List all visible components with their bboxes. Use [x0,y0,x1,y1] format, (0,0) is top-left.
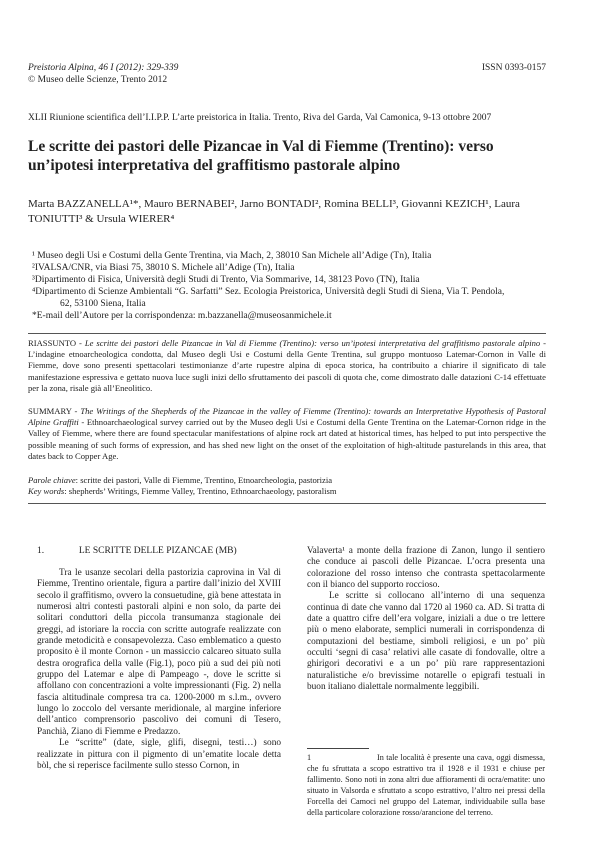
journal-citation: Preistoria Alpina, 46 I (2012): 329-339 [28,63,179,73]
keywords-it-label: Parole chiave [28,475,76,485]
authors-line-1: Marta BAZZANELLA¹*, Mauro BERNABEI², Jarno BONTADI², Romina BELLI³, Giovanni KEZICH¹, Laura [28,198,520,210]
keywords-en-label: Key words [28,486,65,497]
section-number: 1. [37,546,45,556]
riassunto-title: Le scritte dei pastori delle Pizancae in Val di Fiemme (Trentino): verso un’ipotesi interpretativa del graffitismo pastorale alpino [84,338,541,348]
left-column [37,568,281,772]
summary-label: SUMMARY [28,406,72,416]
keywords-it: scritte dei pastori, Valle di Fiemme, Trentino, Etnoarcheologia, pastorizia [80,475,333,485]
keywords-en: shepherds’ Writings, Fiemme Valley, Trentino, Ethnoarchaeology, pastoralism [68,486,337,497]
keywords: Parole chiave: scritte dei pastori, Valle di Fiemme, Trentino, Etnoarcheologia, pastorizia Key words: shepherds’ Writings, Fiemme Valley, Trentino, Ethnoarchaeology, pastoralism [28,475,337,497]
paragraph: Le scritte si collocano all’interno di una sequenza continua di date che vanno dal 1720 al 1960 ca. AD. Si tratta di date a quattro cifre dell’era volgare, iniziali a due o tre lettere più o meno elaborate, semplici numerali in corrispondenza di computazioni del bestiame, simboli religiosi, e un po’ più occulti ‘segni di casa’ relativi alle casate di fondovalle, oltre a ghirigori decorativi e a un po’ più rare rappresentazioni naturalistiche e/o brevissime notarelle o epigrafi testuali in buon italiano dialettale normalmente leggibili. [307,591,545,693]
affiliation: ¹ Museo degli Usi e Costumi della Gente Trentina, via Mach, 2, 38010 San Michele all’Adige (Tn), Italia [32,251,432,261]
journal-header [28,62,348,86]
affiliation: 62, 53100 Siena, Italia [60,299,146,309]
authors [28,197,558,227]
meeting-line: XLII Riunione scientifica dell’I.I.P.P. L’arte preistorica in Italia. Trento, Riva del Garda, Val Camonica, 9-13 ottobre 2007 [28,113,492,123]
riassunto-text: L’indagine etnoarcheologica condotta, dal Museo degli Usi e Costumi della Gente Trentina, sul gruppo montuoso Latemar-Cornon in Valle di Fiemme, dove sono presenti spettacolari testimonianze d’arte rupestre alpina di epoca storica, ha contribuito a chiarire il significato di tale manifestazione espressiva e gettato nuova luce sugli inizi dello sfruttamento dei pascoli di quota che, come dimostrato dalle datazioni C-14 effettuate per la zona, risale già all’Eneolitico. [28,349,546,393]
footnote [307,752,545,818]
publisher-line: © Museo delle Scienze, Trento 2012 [28,75,168,85]
divider [28,333,546,334]
affiliation: ²IVALSA/CNR, via Biasi 75, 38010 S. Michele all’Adige (Tn), Italia [32,263,295,273]
affiliation: ⁴Dipartimento di Scienze Ambientali “G. Sarfatti” Sez. Ecologia Preistorica, Università degli Studi di Siena, Via T. Pendola, [32,287,505,297]
paragraph: Le “scritte” (date, sigle, glifi, disegni, testi…) sono realizzate in pittura con il pigmento di un’ematite locale detta bòl, che si reperisce facilmente sullo stesso Cornon, in [37,738,281,771]
summary-text: Ethnoarchaeological survey carried out by the Museo degli Usi e Costumi della Gente Trentina on the Latemar-Cornon ridge in the Valley of Fiemme, where there are found spectacular manifestations of alpine rock art dated at historical times, has helped to put into perspective the possible meaning of such forms of expression, and has shed new light on the onset of the exploitation of high-altitude pasturelands in this area, that dates back to Copper Age. [28,417,546,461]
section-heading [37,546,237,556]
correspondence-email: *E-mail dell’Autore per la corrispondenza: m.bazzanella@museosanmichele.it [32,311,332,321]
affiliations [32,250,552,322]
paragraph: Valaverta¹ a monte della frazione di Zanon, lungo il sentiero che conduce ai pascoli delle Pizancae. L’ocra presenta una colorazione del rosso intenso che contrasta spettacolarmente con il bianco del supporto roccioso. [307,546,545,591]
divider [28,503,546,504]
issn: ISSN 0393-0157 [481,63,546,73]
riassunto-label: RIASSUNTO [28,338,77,348]
summary: SUMMARY - The Writings of the Shepherds of the Pizancae in the valley of Fiemme (Trentino): towards an Interpretative Hypothesis of Pastoral Alpine Graffiti - Ethnoarchaeological survey carried out by the Museo degli Usi e Costumi della Gente Trentina on the Latemar-Cornon ridge in the Valley of Fiemme, where there are found spectacular manifestations of alpine rock art dated at historical times, has helped to put into perspective the possible meaning of such forms of expression, and has shed new light on the onset of the exploitation of high-altitude pasturelands in this area, that dates back to Copper Age. [28,406,546,461]
authors-line-2: TONIUTTI³ & Ursula WIERER⁴ [28,213,175,225]
footnote-rule [307,748,369,749]
section-title: LE SCRITTE DELLE PIZANCAE (MB) [78,546,237,556]
summary-title: The Writings of the Shepherds of the Pizancae in the valley of Fiemme (Trentino): towards an Interpretative Hypothesis of Pastoral Alpine Graffiti [28,406,546,428]
right-column [307,546,545,693]
riassunto: RIASSUNTO - Le scritte dei pastori delle Pizancae in Val di Fiemme (Trentino): verso un’ipotesi interpretativa del graffitismo pastorale alpino - L’indagine etnoarcheologica condotta, dal Museo degli Usi e Costumi della Gente Trentina, sul gruppo montuoso Latemar-Cornon in Valle di Fiemme, dove sono presenti spettacolari testimonianze d’arte rupestre alpina di epoca storica, ha contribuito a chiarire il significato di tale manifestazione espressiva e gettato nuova luce sugli inizi dello sfruttamento dei pascoli di quota che, come dimostrato dalle datazioni C-14 effettuate per la zona, risale già all’Eneolitico. [28,338,547,393]
affiliation: ³Dipartimento di Fisica, Università degli Studi di Trento, Via Sommarive, 14, 38123 Povo (TN), Italia [32,275,420,285]
paragraph: Tra le usanze secolari della pastorizia caprovina in Val di Fiemme, Trentino orientale, figura a partire dall’inizio del XVIII secolo il graffitismo, ovvero la consuetudine, già bene attestata in numerosi altri contesti pastorali alpini e non solo, da parte dei solitari conduttori della piccola transumanza stagionale dei greggi, ad istoriare la roccia con scritte autografe realizzate con grande metodicità e consapevolezza. Caso emblematico a questo proposito è il monte Cornon - un massiccio calcareo situato sulla destra orografica della valle (Fig.1), poco più a sud dei più noti gruppo del Latemar e alpe di Pampeago -, dove le scritte si affollano con concentrazioni a volte impressionanti (Fig. 2) nella fascia altitudinale compresa tra ca. 1200-2000 m s.l.m., ovvero lungo lo zoccolo del versante meridionale, al margine inferiore dell’antico comprensorio pascolivo dei comuni di Tesero, Panchià, Ziano di Fiemme e Predazzo. [37,568,281,737]
article-title: Le scritte dei pastori delle Pizancae in Val di Fiemme (Trentino): verso un’ipotesi interpretativa del graffitismo pastorale alpino [28,138,494,174]
footnote-number: 1 [307,753,312,762]
footnote-text: In tale località è presente una cava, oggi dismessa, che fu sfruttata a scopo estrattivo tra il 1928 e il 1931 e chiuse per fallimento. Sono noti in zona altri due affioramenti di ocra/ematite: uno situato in Valsorda e sfruttato a scopo estrattivo, l’altro nei pressi della Forcella dei Camoci nel gruppo del Latemar, individuabile sulla base della particolare colorazione rosso/arancione del terreno. [307,753,545,817]
